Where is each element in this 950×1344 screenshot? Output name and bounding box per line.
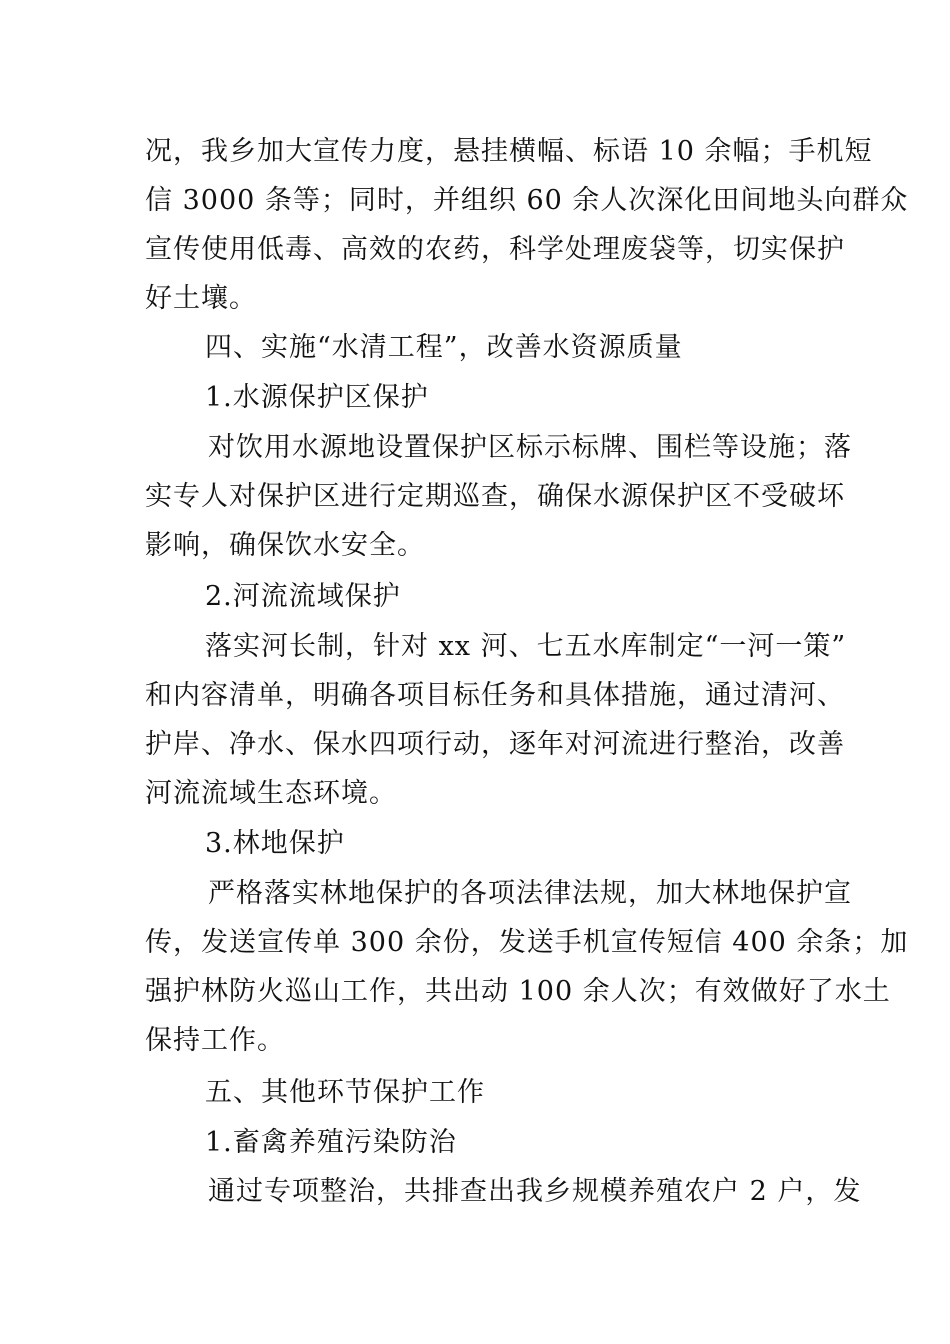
- paragraph-line: 严格落实林地保护的各项法律法规，加大林地保护宣: [208, 878, 852, 909]
- paragraph-line: 和内容清单，明确各项目标任务和具体措施，通过清河、: [145, 680, 845, 711]
- paragraph-line: 实专人对保护区进行定期巡查，确保水源保护区不受破坏: [145, 481, 845, 512]
- subheading-water-source: 1.水源保护区保护: [205, 382, 429, 413]
- paragraph-line: 通过专项整治，共排查出我乡规模养殖农户 2 户，发: [208, 1176, 862, 1207]
- paragraph-line: 信 3000 条等；同时，并组织 60 余人次深化田间地头向群众: [145, 185, 909, 216]
- paragraph-line: 河流流域生态环境。: [145, 778, 397, 809]
- paragraph-line: 保持工作。: [145, 1025, 285, 1056]
- paragraph-line: 护岸、净水、保水四项行动，逐年对河流进行整治，改善: [145, 729, 845, 760]
- section-heading-4: 四、实施“水清工程”，改善水资源质量: [205, 332, 683, 363]
- paragraph-line: 传，发送宣传单 300 余份，发送手机宣传短信 400 余条；加: [145, 927, 909, 958]
- subheading-livestock: 1.畜禽养殖污染防治: [205, 1127, 457, 1158]
- section-heading-5: 五、其他环节保护工作: [205, 1077, 485, 1108]
- paragraph-line: 况，我乡加大宣传力度，悬挂横幅、标语 10 余幅；手机短: [145, 136, 873, 167]
- subheading-river-basin: 2.河流流域保护: [205, 581, 401, 612]
- paragraph-line: 好土壤。: [145, 283, 257, 314]
- paragraph-line: 落实河长制，针对 xx 河、七五水库制定“一河一策”: [205, 631, 847, 662]
- paragraph-line: 宣传使用低毒、高效的农药，科学处理废袋等，切实保护: [145, 234, 845, 265]
- subheading-forest-land: 3.林地保护: [205, 828, 345, 859]
- paragraph-line: 影响，确保饮水安全。: [145, 530, 425, 561]
- paragraph-line: 强护林防火巡山工作，共出动 100 余人次；有效做好了水土: [145, 976, 891, 1007]
- paragraph-line: 对饮用水源地设置保护区标示标牌、围栏等设施；落: [208, 432, 852, 463]
